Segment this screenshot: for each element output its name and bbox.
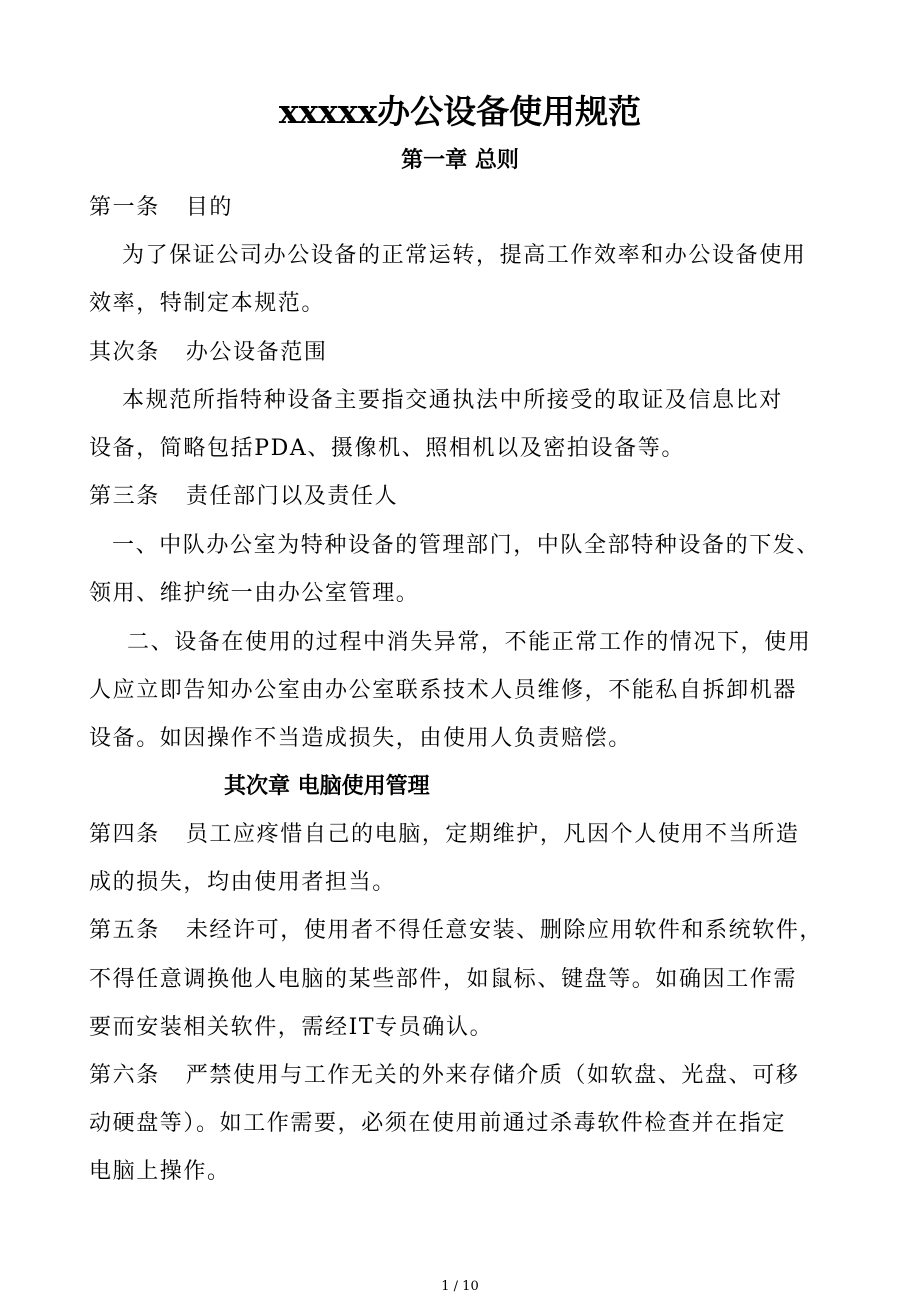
article-4-line-2: 成的损失，均由使用者担当。 xyxy=(89,870,396,895)
article-1-title: 目的 xyxy=(185,195,234,220)
article-1-label: 第一条 xyxy=(89,195,160,220)
article-3-heading xyxy=(89,481,398,513)
article-3-title: 责任部门以及责任人 xyxy=(185,484,399,509)
article-1-line-1: 为了保证公司办公设备的正常运转，提高工作效率和办公设备使用 xyxy=(122,243,807,268)
article-4-line-1 xyxy=(89,819,799,851)
article-5-line-3: 要而安装相关软件，需经IT专员确认。 xyxy=(89,1015,494,1040)
article-2-line-2: 设备，简略包括PDA、摄像机、照相机以及密拍设备等。 xyxy=(89,436,685,461)
article-4-text: 员工应疼惜自己的电脑，定期维护，凡因个人使用不当所造 xyxy=(185,822,800,847)
article-6-label: 第六条 xyxy=(89,1063,160,1088)
article-3-line-4: 人应立即告知办公室由办公室联系技术人员维修，不能私自拆卸机器 xyxy=(89,678,798,703)
page-number: 1 / 10 xyxy=(441,1279,479,1294)
article-5-label: 第五条 xyxy=(89,918,160,943)
chapter-1-heading: 第一章 总则 xyxy=(401,148,519,173)
article-6-line-3: 电脑上操作。 xyxy=(89,1159,231,1184)
article-2-heading xyxy=(89,337,327,369)
chapter-2-heading: 其次章 电脑使用管理 xyxy=(224,774,430,799)
article-4-label: 第四条 xyxy=(89,822,160,847)
article-1-heading xyxy=(89,192,233,224)
article-2-title: 办公设备范围 xyxy=(185,340,328,365)
article-1-line-2: 效率，特制定本规范。 xyxy=(89,291,326,316)
article-2-line-1: 本规范所指特种设备主要指交通执法中所接受的取证及信息比对 xyxy=(122,388,783,413)
article-3-line-3: 二、设备在使用的过程中消失异常，不能正常工作的情况下，使用 xyxy=(127,630,812,655)
article-6-line-1 xyxy=(89,1060,799,1092)
article-5-line-1 xyxy=(89,915,823,947)
document-title: xxxxx办公设备使用规范 xyxy=(278,92,642,131)
article-5-line-2: 不得任意调换他人电脑的某些部件，如鼠标、键盘等。如确因工作需 xyxy=(89,967,798,992)
article-6-line-2: 动硬盘等）。如工作需要，必须在使用前通过杀毒软件检查并在指定 xyxy=(89,1111,787,1136)
article-3-line-1: 一、中队办公室为特种设备的管理部门，中队全部特种设备的下发、 xyxy=(112,533,821,558)
article-3-line-2: 领用、维护统一由办公室管理。 xyxy=(89,581,420,606)
article-6-text: 严禁使用与工作无关的外来存储介质（如软盘、光盘、可移 xyxy=(185,1063,800,1088)
article-3-label: 第三条 xyxy=(89,484,160,509)
article-2-label: 其次条 xyxy=(89,340,160,365)
article-5-text: 未经许可，使用者不得任意安装、删除应用软件和系统软件， xyxy=(185,918,824,943)
article-3-line-5: 设备。如因操作不当造成损失，由使用人负责赔偿。 xyxy=(89,726,632,751)
